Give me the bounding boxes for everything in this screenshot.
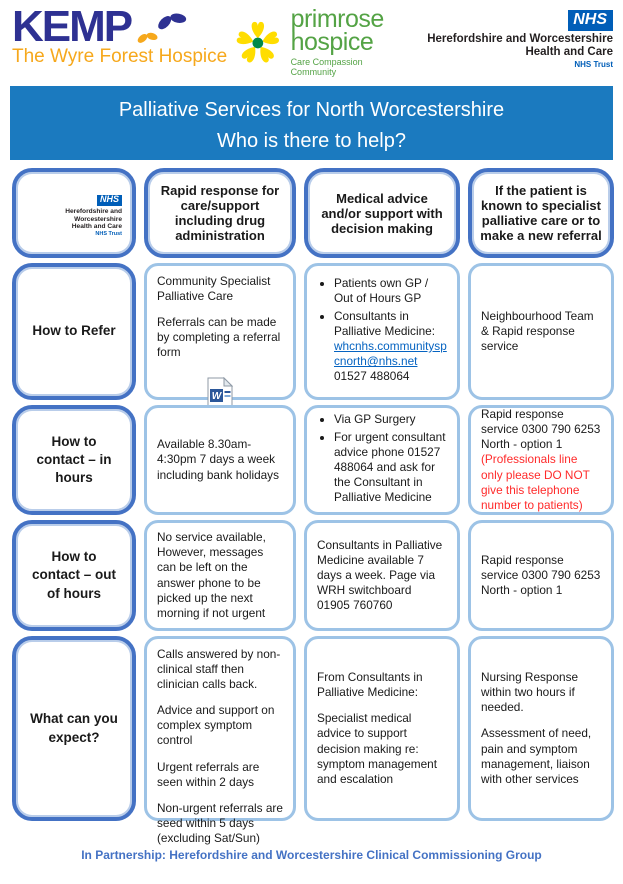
services-table [12,168,614,845]
nhs-org-line1: Herefordshire and Worcestershire [427,32,613,45]
row-label-contact-out-of-hours: How to contact – out of hours [12,520,136,631]
expect-specialist-advice: Specialist medical advice to support decision making re: symptom management and escalation [317,711,437,786]
expect-specialist-cell [468,636,614,821]
in-hours-bullet-urgent-advice: • For urgent consultant advice phone 01527 488064 and ask for the Consultant in Palliative Medicine [334,430,447,505]
out-hours-consultants-text: Consultants in Palliative Medicine available 7 days a week. Page via WRH switchboard 01905 760760 [317,537,443,613]
nhs-lozenge-small: NHS [97,195,122,206]
in-hours-medical-advice-cell [304,405,460,515]
header-cell-nhs-logo [12,168,136,258]
nhs-org-small-line2: Health and Care [71,223,122,231]
out-hours-no-service-text: No service available, However, messages can be left on the answer phone to be picked up the next morning if not urgent [157,530,266,620]
title-banner [10,86,613,160]
nhs-trust-label: NHS Trust [574,60,613,70]
kemp-wordmark: KEMP [12,2,132,51]
email-link[interactable]: whcnhs.communityspcnorth@nhs.net [334,339,447,369]
expect-non-urgent-referrals: Non-urgent referrals are seed within 5 days (excluding Sat/Sun) [157,800,283,845]
nhs-logo [406,10,613,69]
logo-bar [0,0,623,84]
expect-nursing-response: Nursing Response within two hours if needed. [481,670,579,715]
header-cell-specialist-palliative: If the patient is known to specialist palliative care or to make a new referral [468,168,614,258]
in-hours-rapid-number: Rapid response service 0300 790 6253 North - option 1 [481,407,601,452]
out-hours-rapid-response-cell [144,520,296,631]
kemp-logo [12,2,231,68]
expect-urgent-referrals: Urgent referrals are seen within 2 days [157,759,260,789]
expect-assessment: Assessment of need, pain and symptom management, liaison with other services [481,726,592,786]
primrose-name-line1: primrose [290,5,384,33]
refer-rapid-response-cell [144,263,296,403]
expect-rapid-response-cell [144,636,296,845]
in-hours-specialist-cell [468,405,614,515]
out-hours-rapid-number: Rapid response service 0300 790 6253 North - option 1 [481,552,601,598]
nhs-org-small-line1: Herefordshire and Worcestershire [65,207,122,223]
nhs-lozenge: NHS [568,10,613,31]
expect-from-consultants: From Consultants in Palliative Medicine: [317,670,423,700]
refer-bullet-gp: • Patients own GP / Out of Hours GP [334,276,447,306]
kemp-tagline: The Wyre Forest Hospice [12,45,228,67]
primrose-name-line2: hospice [290,28,374,56]
expect-calls-answered: Calls answered by non-clinical staff then clinician calls back. [157,647,281,692]
refer-service-name: Community Specialist Palliative Care [157,274,271,304]
nhs-trust-small: NHS Trust [95,231,122,238]
out-hours-medical-advice-cell [304,520,460,631]
nhs-org-line2: Health and Care [525,45,613,58]
butterfly-icon [131,6,193,46]
primrose-tagline: Care Compassion Community [290,57,363,77]
primrose-flower-icon [231,14,285,72]
refer-phone: 01527 488064 [334,369,410,384]
header-cell-rapid-response: Rapid response for care/support including drug administration [144,168,296,258]
footer-partnership: In Partnership: Herefordshire and Worcestershire Clinical Commissioning Group [81,848,542,862]
in-hours-rapid-response-cell [144,405,296,515]
out-hours-specialist-cell [468,520,614,631]
row-label-contact-in-hours: How to contact – in hours [12,405,136,515]
header-cell-medical-advice: Medical advice and/or support with decision making [304,168,460,258]
row-label-how-to-refer: How to Refer [12,263,136,400]
in-hours-availability: Available 8.30am-4:30pm 7 days a week including bank holidays [157,437,279,482]
in-hours-bullet-gp-surgery: • Via GP Surgery [334,412,447,427]
banner-title-line2: Who is there to help? [217,130,406,152]
primrose-hospice-logo [231,5,406,77]
refer-bullet-consultants: • Consultants in Palliative Medicine: whcnhs.communityspcnorth@nhs.net 01527 488064 [334,309,447,384]
svg-text:W: W [211,391,222,403]
refer-specialist-cell [468,263,614,400]
row-label-what-can-you-expect: What can you expect? [12,636,136,821]
refer-form-text: Referrals can be made by completing a referral form [157,315,281,360]
refer-medical-advice-cell [304,263,460,400]
professionals-only-warning: (Professionals line only please DO NOT give this telephone number to patients) [481,452,590,512]
banner-title-line1: Palliative Services for North Worcestershire [118,99,505,121]
refer-neighbourhood-text: Neighbourhood Team & Rapid response service [481,308,594,354]
expect-advice-support: Advice and support on complex symptom control [157,703,275,748]
expect-medical-advice-cell [304,636,460,821]
